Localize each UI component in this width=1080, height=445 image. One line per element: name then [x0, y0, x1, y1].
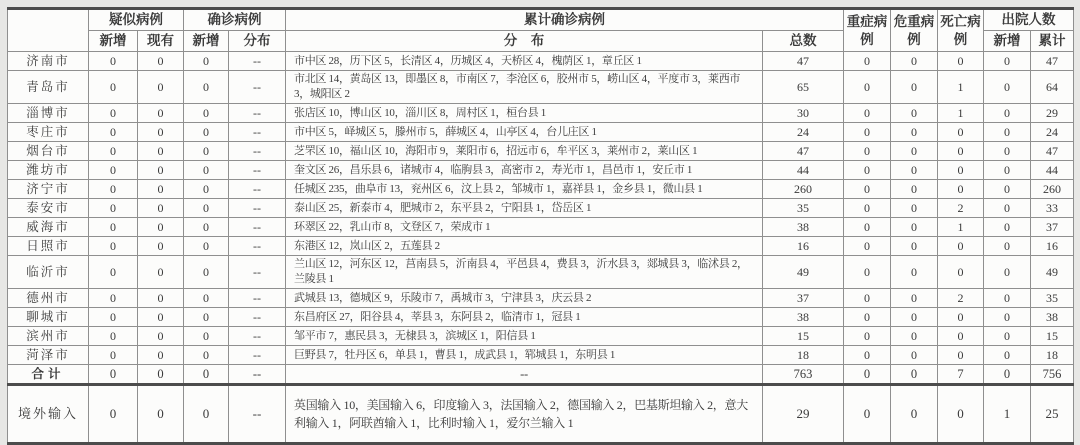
table-body — [8, 52, 1074, 444]
header-region-corner — [8, 9, 89, 52]
region-name: 泰安市 — [8, 199, 89, 218]
table-row — [8, 199, 1074, 218]
confirmed-new-cell: 0 — [184, 346, 229, 365]
suspected-new-cell: 0 — [89, 237, 138, 256]
suspected-new-cell: 0 — [89, 199, 138, 218]
suspected-new-cell: 0 — [89, 71, 138, 104]
severe-cell: 0 — [844, 289, 891, 308]
confirmed-new-cell: 0 — [184, 327, 229, 346]
region-name: 日照市 — [8, 237, 89, 256]
header-death-cases: 死亡病例 — [938, 9, 984, 52]
discharged-new-cell: 0 — [984, 142, 1031, 161]
suspected-new-cell: 0 — [89, 365, 138, 385]
severe-cell: 0 — [844, 123, 891, 142]
region-name: 威海市 — [8, 218, 89, 237]
header-row-groups — [8, 9, 1074, 31]
critical-cell: 0 — [891, 52, 938, 71]
suspected-existing-cell: 0 — [138, 237, 184, 256]
suspected-new-cell: 0 — [89, 104, 138, 123]
cumulative-total-cell: 44 — [763, 161, 844, 180]
header-confirmed-new: 新增 — [184, 31, 229, 52]
discharged-cum-cell: 47 — [1031, 142, 1074, 161]
confirmed-dist-cell: -- — [229, 142, 286, 161]
confirmed-new-cell: 0 — [184, 385, 229, 444]
table-row — [8, 218, 1074, 237]
discharged-cum-cell: 47 — [1031, 52, 1074, 71]
suspected-existing-cell: 0 — [138, 346, 184, 365]
header-severe-cases: 重症病例 — [844, 9, 891, 52]
table-row — [8, 142, 1074, 161]
confirmed-dist-cell: -- — [229, 199, 286, 218]
cumulative-total-cell: 29 — [763, 385, 844, 444]
critical-cell: 0 — [891, 327, 938, 346]
discharged-cum-cell: 64 — [1031, 71, 1074, 104]
discharged-new-cell: 0 — [984, 256, 1031, 289]
severe-cell: 0 — [844, 346, 891, 365]
region-name: 枣庄市 — [8, 123, 89, 142]
cumulative-dist-cell: 兰山区 12，河东区 12，莒南县 5，沂南县 4，平邑县 4，费县 3，沂水县 3，郯城县 3，临沭县 2，兰陵县 1 — [286, 256, 763, 289]
region-name: 济宁市 — [8, 180, 89, 199]
discharged-cum-cell: 38 — [1031, 308, 1074, 327]
critical-cell: 0 — [891, 385, 938, 444]
severe-cell: 0 — [844, 104, 891, 123]
confirmed-new-cell: 0 — [184, 365, 229, 385]
death-cell: 0 — [938, 308, 984, 327]
region-name: 境外输入 — [8, 385, 89, 444]
header-discharged: 出院人数 — [984, 9, 1074, 31]
suspected-existing-cell: 0 — [138, 104, 184, 123]
severe-cell: 0 — [844, 365, 891, 385]
cumulative-dist-cell: 市中区 28，历下区 5，长清区 4，历城区 4，天桥区 4，槐荫区 1，章丘区 1 — [286, 52, 763, 71]
suspected-existing-cell: 0 — [138, 308, 184, 327]
confirmed-dist-cell: -- — [229, 256, 286, 289]
death-cell: 2 — [938, 199, 984, 218]
death-cell: 0 — [938, 327, 984, 346]
death-cell: 0 — [938, 123, 984, 142]
table-row — [8, 237, 1074, 256]
discharged-new-cell: 0 — [984, 161, 1031, 180]
confirmed-dist-cell: -- — [229, 327, 286, 346]
discharged-new-cell: 0 — [984, 104, 1031, 123]
region-name: 菏泽市 — [8, 346, 89, 365]
header-confirmed-dist: 分布 — [229, 31, 286, 52]
table-row — [8, 289, 1074, 308]
confirmed-new-cell: 0 — [184, 104, 229, 123]
suspected-existing-cell: 0 — [138, 218, 184, 237]
severe-cell: 0 — [844, 52, 891, 71]
suspected-existing-cell: 0 — [138, 385, 184, 444]
confirmed-dist-cell: -- — [229, 104, 286, 123]
severe-cell: 0 — [844, 218, 891, 237]
critical-cell: 0 — [891, 142, 938, 161]
critical-cell: 0 — [891, 256, 938, 289]
discharged-new-cell: 0 — [984, 199, 1031, 218]
suspected-existing-cell: 0 — [138, 123, 184, 142]
discharged-new-cell: 0 — [984, 346, 1031, 365]
critical-cell: 0 — [891, 218, 938, 237]
cumulative-dist-cell: 环翠区 22，乳山市 8，文登区 7，荣成市 1 — [286, 218, 763, 237]
confirmed-dist-cell: -- — [229, 365, 286, 385]
suspected-new-cell: 0 — [89, 123, 138, 142]
death-cell: 0 — [938, 180, 984, 199]
critical-cell: 0 — [891, 104, 938, 123]
imported-row — [8, 385, 1074, 444]
discharged-new-cell: 0 — [984, 123, 1031, 142]
discharged-new-cell: 0 — [984, 365, 1031, 385]
header-discharged-new: 新增 — [984, 31, 1031, 52]
cumulative-dist-cell: 东昌府区 27，阳谷县 4，莘县 3，东阿县 2，临清市 1，冠县 1 — [286, 308, 763, 327]
cumulative-dist-cell: 巨野县 7，牡丹区 6，单县 1，曹县 1，成武县 1，郓城县 1，东明县 1 — [286, 346, 763, 365]
discharged-cum-cell: 25 — [1031, 385, 1074, 444]
critical-cell: 0 — [891, 123, 938, 142]
severe-cell: 0 — [844, 237, 891, 256]
table-header — [8, 9, 1074, 52]
severe-cell: 0 — [844, 199, 891, 218]
confirmed-new-cell: 0 — [184, 308, 229, 327]
confirmed-dist-cell: -- — [229, 71, 286, 104]
suspected-new-cell: 0 — [89, 327, 138, 346]
confirmed-dist-cell: -- — [229, 180, 286, 199]
table-row — [8, 123, 1074, 142]
severe-cell: 0 — [844, 161, 891, 180]
death-cell: 0 — [938, 346, 984, 365]
cumulative-dist-cell: 市中区 5，峄城区 5，滕州市 5，薛城区 4，山亭区 4，台儿庄区 1 — [286, 123, 763, 142]
cumulative-total-cell: 47 — [763, 142, 844, 161]
table-row — [8, 71, 1074, 104]
suspected-new-cell: 0 — [89, 180, 138, 199]
cumulative-total-cell: 260 — [763, 180, 844, 199]
suspected-existing-cell: 0 — [138, 256, 184, 289]
severe-cell: 0 — [844, 308, 891, 327]
table-row — [8, 161, 1074, 180]
cumulative-total-cell: 65 — [763, 71, 844, 104]
region-name: 德州市 — [8, 289, 89, 308]
suspected-existing-cell: 0 — [138, 327, 184, 346]
cumulative-dist-cell: 张店区 10，博山区 10，淄川区 8，周村区 1，桓台县 1 — [286, 104, 763, 123]
header-discharged-cum: 累计 — [1031, 31, 1074, 52]
confirmed-new-cell: 0 — [184, 142, 229, 161]
cumulative-total-cell: 38 — [763, 218, 844, 237]
death-cell: 0 — [938, 52, 984, 71]
suspected-existing-cell: 0 — [138, 365, 184, 385]
death-cell: 0 — [938, 237, 984, 256]
severe-cell: 0 — [844, 71, 891, 104]
confirmed-new-cell: 0 — [184, 218, 229, 237]
confirmed-dist-cell: -- — [229, 308, 286, 327]
confirmed-new-cell: 0 — [184, 289, 229, 308]
discharged-cum-cell: 33 — [1031, 199, 1074, 218]
suspected-existing-cell: 0 — [138, 71, 184, 104]
confirmed-dist-cell: -- — [229, 346, 286, 365]
discharged-new-cell: 0 — [984, 52, 1031, 71]
confirmed-new-cell: 0 — [184, 199, 229, 218]
suspected-new-cell: 0 — [89, 218, 138, 237]
confirmed-new-cell: 0 — [184, 180, 229, 199]
cumulative-dist-cell: 奎文区 26，昌乐县 6，诸城市 4，临朐县 3，高密市 2，寿光市 1，昌邑市 1，安丘市 1 — [286, 161, 763, 180]
confirmed-dist-cell: -- — [229, 385, 286, 444]
death-cell: 0 — [938, 161, 984, 180]
discharged-cum-cell: 44 — [1031, 161, 1074, 180]
header-cumulative-confirmed: 累计确诊病例 — [286, 9, 844, 31]
death-cell: 2 — [938, 289, 984, 308]
suspected-new-cell: 0 — [89, 346, 138, 365]
header-suspected-cases: 疑似病例 — [89, 9, 184, 31]
discharged-new-cell: 0 — [984, 218, 1031, 237]
severe-cell: 0 — [844, 327, 891, 346]
total-row — [8, 365, 1074, 385]
suspected-existing-cell: 0 — [138, 289, 184, 308]
discharged-new-cell: 1 — [984, 385, 1031, 444]
table-row — [8, 104, 1074, 123]
discharged-new-cell: 0 — [984, 289, 1031, 308]
discharged-cum-cell: 37 — [1031, 218, 1074, 237]
confirmed-dist-cell: -- — [229, 289, 286, 308]
table-row — [8, 327, 1074, 346]
discharged-cum-cell: 24 — [1031, 123, 1074, 142]
confirmed-dist-cell: -- — [229, 52, 286, 71]
confirmed-new-cell: 0 — [184, 256, 229, 289]
suspected-existing-cell: 0 — [138, 199, 184, 218]
critical-cell: 0 — [891, 308, 938, 327]
region-name: 滨州市 — [8, 327, 89, 346]
confirmed-new-cell: 0 — [184, 52, 229, 71]
critical-cell: 0 — [891, 199, 938, 218]
critical-cell: 0 — [891, 237, 938, 256]
table-row — [8, 180, 1074, 199]
discharged-new-cell: 0 — [984, 237, 1031, 256]
suspected-new-cell: 0 — [89, 161, 138, 180]
critical-cell: 0 — [891, 180, 938, 199]
confirmed-dist-cell: -- — [229, 123, 286, 142]
table-row — [8, 256, 1074, 289]
cumulative-total-cell: 30 — [763, 104, 844, 123]
table-row — [8, 346, 1074, 365]
cumulative-dist-cell: 泰山区 25，新泰市 4，肥城市 2，东平县 2，宁阳县 1，岱岳区 1 — [286, 199, 763, 218]
suspected-existing-cell: 0 — [138, 180, 184, 199]
cumulative-total-cell: 35 — [763, 199, 844, 218]
header-critical-cases: 危重病例 — [891, 9, 938, 52]
death-cell: 7 — [938, 365, 984, 385]
document-page — [7, 7, 1073, 445]
critical-cell: 0 — [891, 161, 938, 180]
header-suspected-new: 新增 — [89, 31, 138, 52]
cumulative-total-cell: 15 — [763, 327, 844, 346]
region-name: 临沂市 — [8, 256, 89, 289]
cumulative-dist-cell: 东港区 12，岚山区 2，五莲县 2 — [286, 237, 763, 256]
discharged-cum-cell: 18 — [1031, 346, 1074, 365]
severe-cell: 0 — [844, 256, 891, 289]
severe-cell: 0 — [844, 180, 891, 199]
severe-cell: 0 — [844, 142, 891, 161]
covid-stats-table — [7, 7, 1074, 445]
suspected-new-cell: 0 — [89, 142, 138, 161]
critical-cell: 0 — [891, 71, 938, 104]
discharged-new-cell: 0 — [984, 327, 1031, 346]
region-name: 青岛市 — [8, 71, 89, 104]
header-suspected-existing: 现有 — [138, 31, 184, 52]
critical-cell: 0 — [891, 346, 938, 365]
cumulative-total-cell: 49 — [763, 256, 844, 289]
header-confirmed-cases: 确诊病例 — [184, 9, 286, 31]
cumulative-dist-cell: 市北区 14，黄岛区 13，即墨区 8，市南区 7，李沧区 6，胶州市 5，崂山区 4，平度市 3，莱西市 3，城阳区 2 — [286, 71, 763, 104]
severe-cell: 0 — [844, 385, 891, 444]
discharged-cum-cell: 16 — [1031, 237, 1074, 256]
table-row — [8, 308, 1074, 327]
cumulative-dist-cell: 邹平市 7，惠民县 3，无棣县 3，滨城区 1，阳信县 1 — [286, 327, 763, 346]
cumulative-total-cell: 763 — [763, 365, 844, 385]
region-name: 聊城市 — [8, 308, 89, 327]
region-name: 潍坊市 — [8, 161, 89, 180]
confirmed-dist-cell: -- — [229, 218, 286, 237]
death-cell: 1 — [938, 71, 984, 104]
discharged-cum-cell: 756 — [1031, 365, 1074, 385]
cumulative-total-cell: 18 — [763, 346, 844, 365]
header-cumulative-dist: 分 布 — [286, 31, 763, 52]
discharged-cum-cell: 35 — [1031, 289, 1074, 308]
region-name: 烟台市 — [8, 142, 89, 161]
suspected-new-cell: 0 — [89, 289, 138, 308]
confirmed-new-cell: 0 — [184, 71, 229, 104]
cumulative-total-cell: 16 — [763, 237, 844, 256]
confirmed-new-cell: 0 — [184, 123, 229, 142]
cumulative-dist-cell: 芝罘区 10，福山区 10，海阳市 9，莱阳市 6，招远市 6，牟平区 3，莱州市 2，莱山区 1 — [286, 142, 763, 161]
cumulative-dist-cell: 任城区 235，曲阜市 13，兖州区 6，汶上县 2，邹城市 1，嘉祥县 1，金乡县 1，微山县 1 — [286, 180, 763, 199]
discharged-cum-cell: 29 — [1031, 104, 1074, 123]
cumulative-total-cell: 47 — [763, 52, 844, 71]
discharged-cum-cell: 260 — [1031, 180, 1074, 199]
discharged-new-cell: 0 — [984, 180, 1031, 199]
suspected-new-cell: 0 — [89, 52, 138, 71]
suspected-existing-cell: 0 — [138, 142, 184, 161]
death-cell: 0 — [938, 385, 984, 444]
region-name: 淄博市 — [8, 104, 89, 123]
discharged-cum-cell: 15 — [1031, 327, 1074, 346]
discharged-cum-cell: 49 — [1031, 256, 1074, 289]
region-name: 济南市 — [8, 52, 89, 71]
death-cell: 0 — [938, 142, 984, 161]
suspected-existing-cell: 0 — [138, 52, 184, 71]
region-name: 合计 — [8, 365, 89, 385]
critical-cell: 0 — [891, 289, 938, 308]
death-cell: 1 — [938, 218, 984, 237]
cumulative-dist-cell: 武城县 13，德城区 9，乐陵市 7，禹城市 3，宁津县 3，庆云县 2 — [286, 289, 763, 308]
suspected-new-cell: 0 — [89, 308, 138, 327]
death-cell: 0 — [938, 256, 984, 289]
cumulative-dist-cell: 英国输入 10，美国输入 6，印度输入 3，法国输入 2，德国输入 2，巴基斯坦输入 2，意大利输入 1，阿联酋输入 1，比利时输入 1，爱尔兰输入 1 — [286, 385, 763, 444]
table-row — [8, 52, 1074, 71]
confirmed-new-cell: 0 — [184, 237, 229, 256]
cumulative-total-cell: 37 — [763, 289, 844, 308]
confirmed-new-cell: 0 — [184, 161, 229, 180]
cumulative-total-cell: 38 — [763, 308, 844, 327]
cumulative-total-cell: 24 — [763, 123, 844, 142]
suspected-new-cell: 0 — [89, 385, 138, 444]
discharged-new-cell: 0 — [984, 308, 1031, 327]
confirmed-dist-cell: -- — [229, 161, 286, 180]
death-cell: 1 — [938, 104, 984, 123]
confirmed-dist-cell: -- — [229, 237, 286, 256]
suspected-existing-cell: 0 — [138, 161, 184, 180]
cumulative-dist-cell: -- — [286, 365, 763, 385]
critical-cell: 0 — [891, 365, 938, 385]
discharged-new-cell: 0 — [984, 71, 1031, 104]
suspected-new-cell: 0 — [89, 256, 138, 289]
header-cumulative-total: 总数 — [763, 31, 844, 52]
